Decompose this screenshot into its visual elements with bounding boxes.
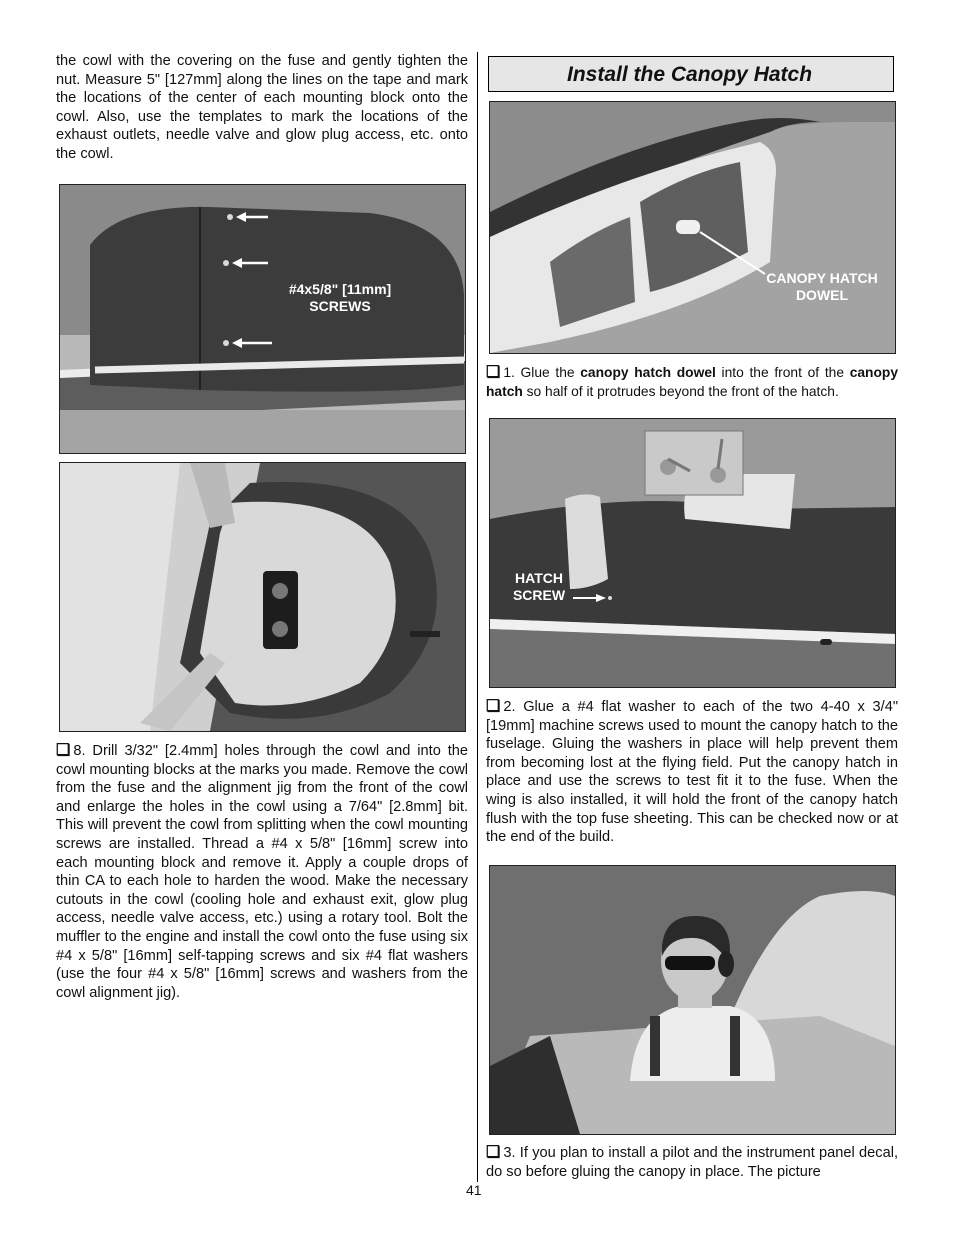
section-heading-box (488, 56, 894, 92)
canopy-dowel-photo (489, 101, 896, 354)
step2-block (486, 698, 898, 847)
cowl-front-photo (59, 462, 466, 732)
hatch-screw-callout-line1: HATCH (515, 570, 563, 586)
step1-bold-dowel: canopy hatch dowel (580, 365, 716, 380)
step1-checkbox[interactable]: ❏ (486, 364, 501, 381)
step2-checkbox[interactable]: ❏ (486, 698, 501, 715)
step3-checkbox[interactable]: ❏ (486, 1144, 501, 1161)
step3-text: 3. If you plan to install a pilot and the instrument panel decal, do so before gluing the canopy in place. The picture (486, 1145, 898, 1180)
column-divider (477, 52, 478, 1182)
step1-text-a: 1. Glue the (503, 365, 581, 380)
page-number: 41 (466, 1182, 482, 1198)
step8-block (56, 742, 468, 1002)
dowel-callout-line2: DOWEL (795, 287, 849, 303)
hatch-screw-photo (489, 418, 896, 688)
step1-text-e: so half of it protrudes beyond the front of the hatch. (522, 383, 839, 399)
section-title: Install the Canopy Hatch (567, 63, 813, 86)
hatch-screw-callout-line2: SCREW (512, 587, 566, 603)
screws-callout (265, 281, 415, 315)
hatch-screw-callout (504, 570, 574, 604)
step2-text: 2. Glue a #4 flat washer to each of the two 4-40 x 3/4" [19mm] machine screws used to mount the canopy hatch to the fuselage. Gluing the washers in place will help prevent them from becoming lost at the flying field. Put the canopy hatch in place and use the screws to test fit it to the fuse. When the wing is also installed, it will hold the front of the canopy hatch flush with the top fuse sheeting. This can be checked now or at the end of the build. (486, 699, 898, 846)
screws-callout-line1: #4x5/8" [11mm] (288, 281, 392, 297)
screws-callout-line2: SCREWS (309, 298, 371, 314)
dowel-callout (752, 270, 892, 304)
pilot-photo (489, 865, 896, 1135)
step1-text-c: into the front of the (715, 365, 850, 380)
step8-checkbox[interactable]: ❏ (56, 742, 71, 759)
step3-block (486, 1144, 898, 1181)
dowel-callout-line1: CANOPY HATCH (766, 270, 878, 286)
step1-block (486, 364, 898, 401)
cowl-screws-photo (59, 184, 466, 454)
step1-bold-hatch: canopy hatch (486, 365, 898, 399)
step8-text: 8. Drill 3/32" [2.4mm] holes through the cowl and into the cowl mounting blocks at the marks you made. Remove the cowl from the fuse and the alignment jig from the front of the cowl and enlarge the holes in the cowl using a 7/64" [2.8mm] bit. This will prevent the cowl from splitting when the cowl mounting screws are installed. Thread a #4 x 5/8" [16mm] screw into each mounting block and remove it. Apply a couple drops of thin CA to each hole to harden the wood. Make the necessary cutouts in the cowl (cooling hole and exhaust exit, glow plug access, needle valve access, etc.) using a rotary tool. Bolt the muffler to the engine and install the cowl onto the fuse using six #4 x 5/8" [16mm] self-tapping screws and six #4 flat washers (use the four #4 x 5/8" [16mm] screws and washers from the cowl alignment jig). (56, 743, 468, 1001)
intro-paragraph: the cowl with the covering on the fuse and gently tighten the nut. Measure 5" [127mm] along the lines on the tape and mark the locations of the center of each mounting block onto the cowl. Also, use the templates to mark the locations of the exhaust outlets, needle valve and glow plug access, etc. onto the cowl. (56, 53, 468, 162)
left-column (56, 52, 468, 164)
